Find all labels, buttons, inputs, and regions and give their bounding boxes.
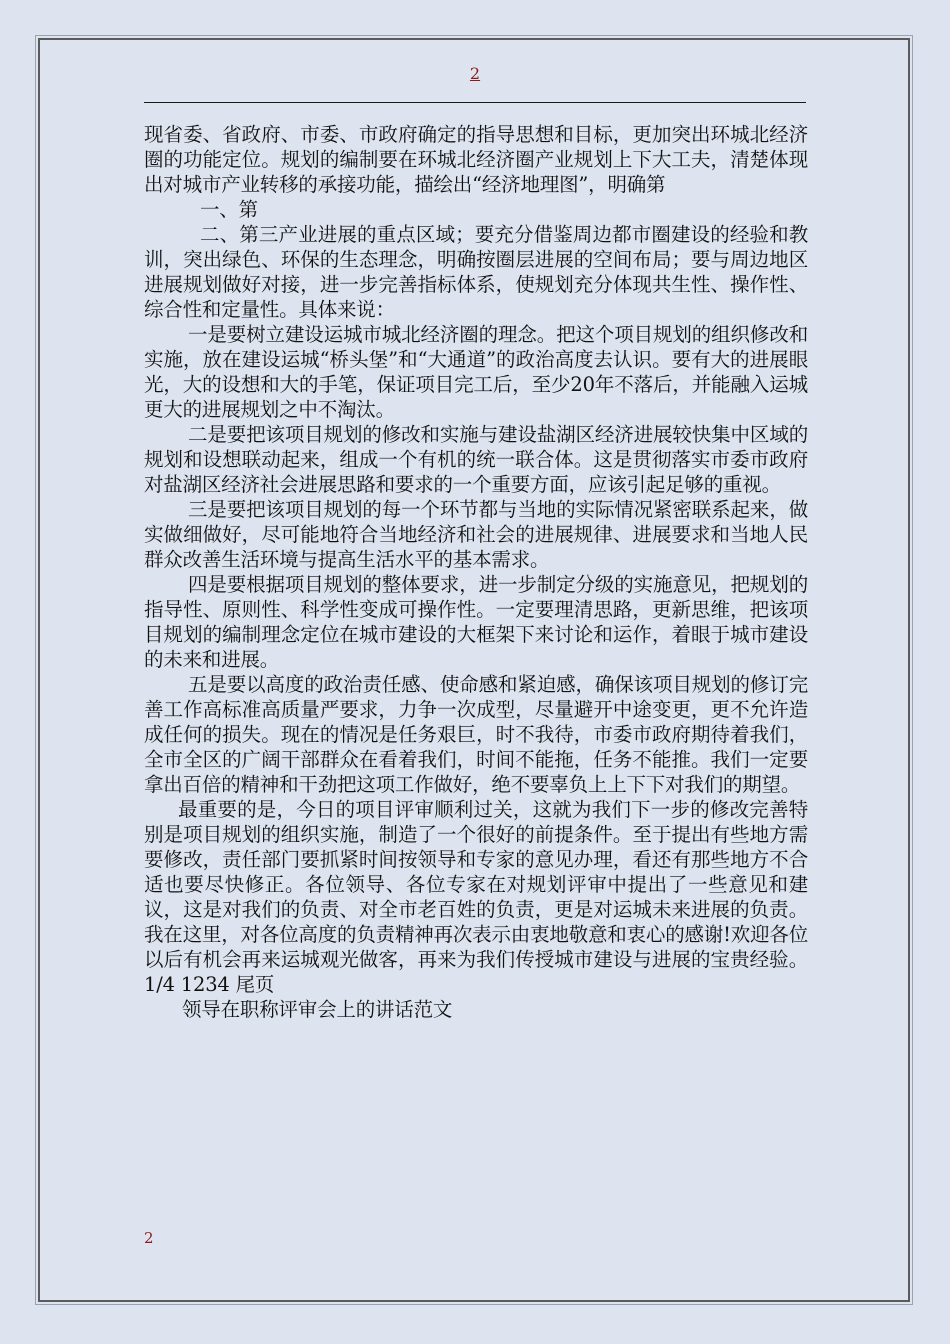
header-divider — [144, 102, 806, 103]
paragraph: 一是要树立建设运城市城北经济圈的理念。把这个项目规划的组织修改和实施，放在建设运城“桥头堡”和“大通道”的政治高度去认识。要有大的进展眼光，大的设想和大的手笔，保证项目完工后，至少20年不落后，并能融入运城更大的进展规划之中不淘汰。 — [144, 323, 808, 421]
paragraph: 现省委、省政府、市委、市政府确定的指导思想和目标，更加突出环城北经济圈的功能定位。规划的编制要在环城北经济圈产业规划上下大工夫，清楚体现出对城市产业转移的承接功能，描绘出“经济地理图”，明确第 — [144, 123, 808, 196]
header-page-number: 2 — [469, 64, 481, 83]
paragraph: 五是要以高度的政治责任感、使命感和紧迫感，确保该项目规划的修订完善工作高标准高质量严要求，力争一次成型，尽量避开中途变更，更不允许造成任何的损失。现在的情况是任务艰巨，时不我待，市委市政府期待着我们，全市全区的广阔干部群众在看着我们，时间不能拖，任务不能推。我们一定要拿出百倍的精神和干劲把这项工作做好，绝不要辜负上上下下对我们的期望。 — [144, 673, 808, 796]
paragraph: 最重要的是，今日的项目评审顺利过关，这就为我们下一步的修改完善特别是项目规划的组织实施，制造了一个很好的前提条件。至于提出有些地方需要修改，责任部门要抓紧时间按领导和专家的意见办理，看还有那些地方不合适也要尽快修正。各位领导、各位专家在对规划评审中提出了一些意见和建议，这是对我们的负责、对全市老百姓的负责，更是对运城未来进展的负责。我在这里，对各位高度的负责精神再次表示由衷地敬意和衷心的感谢!欢迎各位以后有机会再来运城观光做客，再来为我们传授城市建设与进展的宝贵经验。1/4 1234 尾页 — [144, 798, 808, 996]
paragraph: 二是要把该项目规划的修改和实施与建设盐湖区经济进展较快集中区域的规划和设想联动起来，组成一个有机的统一联合体。这是贯彻落实市委市政府对盐湖区经济社会进展思路和要求的一个重要方面，应该引起足够的重视。 — [144, 423, 808, 496]
paragraph: 二、第三产业进展的重点区域；要充分借鉴周边都市圈建设的经验和教训，突出绿色、环保的生态理念，明确按圈层进展的空间布局；要与周边地区进展规划做好对接，进一步完善指标体系，使规划充分体现共生性、操作性、综合性和定量性。具体来说： — [144, 223, 808, 321]
paragraph: 四是要根据项目规划的整体要求，进一步制定分级的实施意见，把规划的指导性、原则性、科学性变成可操作性。一定要理清思路，更新思维，把该项目规划的编制理念定位在城市建设的大框架下来讨论和运作，着眼于城市建设的未来和进展。 — [144, 573, 808, 671]
document-body — [144, 122, 808, 1022]
paragraph: 一、第 — [200, 198, 258, 221]
paragraph: 三是要把该项目规划的每一个环节都与当地的实际情况紧密联系起来，做实做细做好，尽可能地符合当地经济和社会的进展规律、进展要求和当地人民群众改善生活环境与提高生活水平的基本需求。 — [144, 498, 808, 571]
footer-page-number: 2 — [144, 1229, 154, 1247]
paragraph: 领导在职称评审会上的讲话范文 — [182, 998, 453, 1021]
